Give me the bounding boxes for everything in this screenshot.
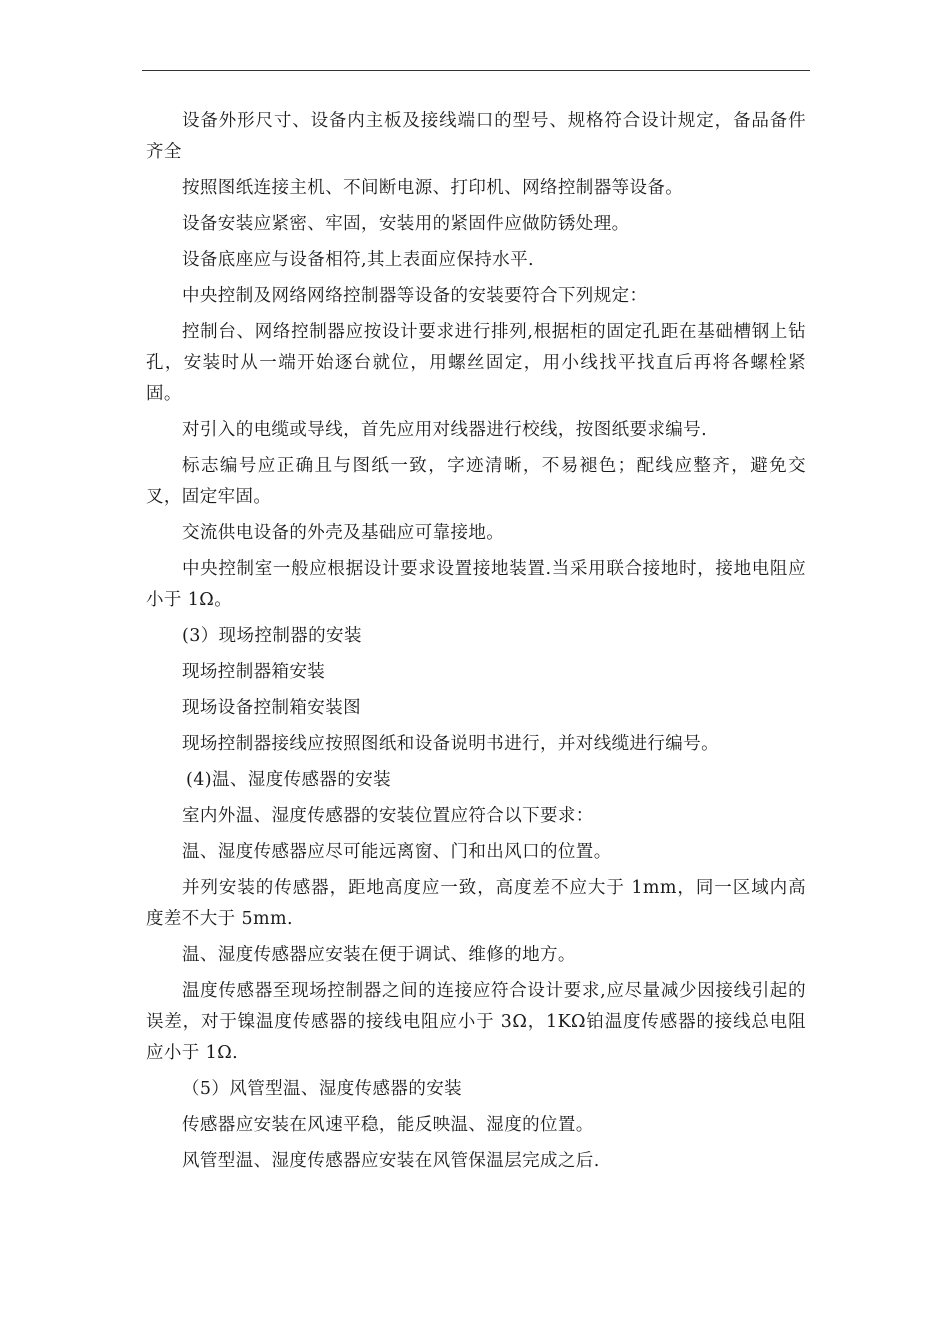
paragraph: 对引入的电缆或导线，首先应用对线器进行校线，按图纸要求编号. [182, 420, 708, 440]
section-heading: （5）风管型温、湿度传感器的安装 [182, 1079, 463, 1099]
paragraph: 现场设备控制箱安装图 [182, 698, 361, 718]
paragraph: 中央控制及网络网络控制器等设备的安装要符合下列规定： [182, 286, 648, 306]
section-heading: (4)温、湿度传感器的安装 [186, 770, 391, 790]
header-rule [142, 70, 810, 71]
paragraph: 设备外形尺寸、设备内主板及接线端口的型号、规格符合设计规定，备品备件齐全 [146, 111, 806, 162]
paragraph: 标志编号应正确且与图纸一致，字迹清晰，不易褪色；配线应整齐，避免交叉，固定牢固。 [146, 456, 806, 507]
document-body [146, 106, 806, 1182]
paragraph: 温、湿度传感器应尽可能远离窗、门和出风口的位置。 [182, 842, 612, 862]
paragraph: 按照图纸连接主机、不间断电源、打印机、网络控制器等设备。 [182, 178, 684, 198]
paragraph: 并列安装的传感器，距地高度应一致，高度差不应大于 1mm，同一区域内高度差不大于 5mm. [146, 878, 806, 929]
paragraph: 温度传感器至现场控制器之间的连接应符合设计要求,应尽量减少因接线引起的误差，对于镍温度传感器的接线电阻应小于 3Ω，1KΩ铂温度传感器的接线总电阻应小于 1Ω. [146, 981, 806, 1063]
paragraph: 温、湿度传感器应安装在便于调试、维修的地方。 [182, 945, 576, 965]
paragraph: 设备底座应与设备相符,其上表面应保持水平. [182, 250, 535, 270]
paragraph: 中央控制室一般应根据设计要求设置接地装置.当采用联合接地时，接地电阻应小于 1Ω。 [146, 559, 806, 610]
paragraph: 控制台、网络控制器应按设计要求进行排列,根据柜的固定孔距在基础槽钢上钻孔，安装时从一端开始逐台就位，用螺丝固定，用小线找平找直后再将各螺栓紧固。 [146, 322, 806, 404]
paragraph: 室内外温、湿度传感器的安装位置应符合以下要求： [182, 806, 594, 826]
paragraph: 传感器应安装在风速平稳，能反映温、湿度的位置。 [182, 1115, 594, 1135]
paragraph: 风管型温、湿度传感器应安装在风管保温层完成之后. [182, 1151, 600, 1171]
paragraph: 现场控制器箱安装 [182, 662, 326, 682]
paragraph: 交流供电设备的外壳及基础应可靠接地。 [182, 523, 505, 543]
section-heading: (3）现场控制器的安装 [182, 626, 362, 646]
paragraph: 现场控制器接线应按照图纸和设备说明书进行，并对线缆进行编号。 [182, 734, 719, 754]
paragraph: 设备安装应紧密、牢固，安装用的紧固件应做防锈处理。 [182, 214, 630, 234]
